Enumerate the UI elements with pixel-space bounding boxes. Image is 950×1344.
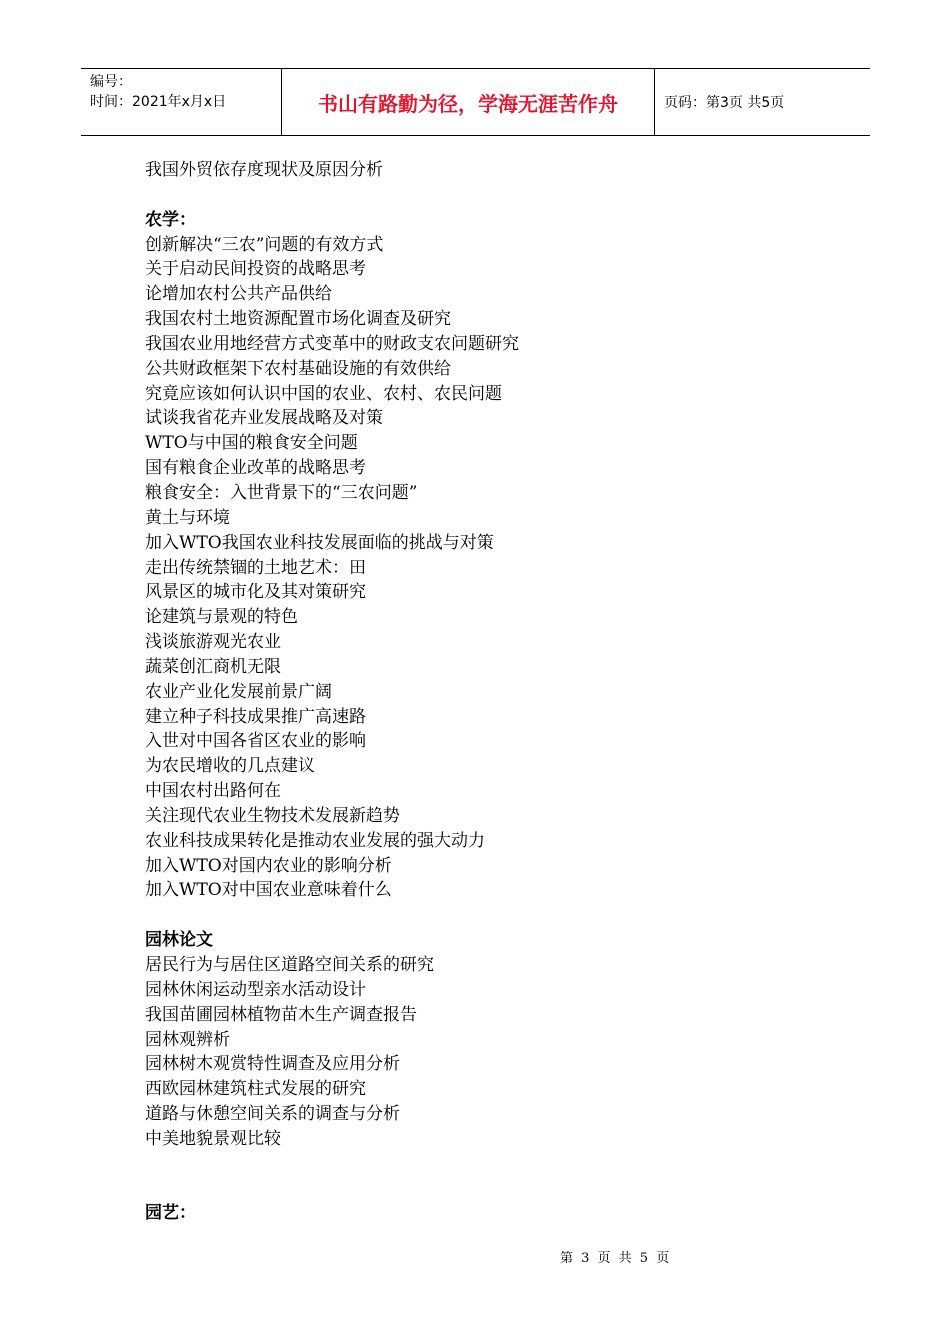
intro-line: 我国外贸依存度现状及原因分析 bbox=[145, 160, 383, 180]
list-item: 浅谈旅游观光农业 bbox=[145, 632, 281, 653]
list-item: 园林树木观赏特性调查及应用分析 bbox=[145, 1054, 400, 1075]
spacer bbox=[145, 1152, 865, 1202]
list-item: 蔬菜创汇商机无限 bbox=[145, 656, 281, 677]
page-info: 页码：第3页 共5页 bbox=[664, 95, 785, 111]
list-item: 为农民增收的几点建议 bbox=[145, 756, 315, 777]
list-item: 关于启动民间投资的战略思考 bbox=[145, 259, 366, 280]
section-heading-agronomy: 农学： bbox=[145, 209, 196, 230]
header-meta bbox=[81, 69, 282, 135]
list-item: 道路与休憩空间关系的调查与分析 bbox=[145, 1104, 400, 1125]
page-footer: 第 3 页 共 5 页 bbox=[560, 1251, 670, 1266]
list-item: 加入WTO我国农业科技发展面临的挑战与对策 bbox=[145, 532, 494, 553]
list-item: 黄土与环境 bbox=[145, 507, 230, 528]
list-item: 走出传统禁锢的土地艺术：田 bbox=[145, 557, 366, 578]
list-item: 我国农业用地经营方式变革中的财政支农问题研究 bbox=[145, 333, 519, 354]
list-item: 我国苗圃园林植物苗木生产调查报告 bbox=[145, 1004, 417, 1025]
list-item: 加入WTO对国内农业的影响分析 bbox=[145, 855, 392, 876]
list-item: 居民行为与居住区道路空间关系的研究 bbox=[145, 955, 434, 975]
list-item: 农业产业化发展前景广阔 bbox=[145, 681, 332, 702]
list-item: 关注现代农业生物技术发展新趋势 bbox=[145, 805, 400, 826]
list-item: 论建筑与景观的特色 bbox=[145, 607, 298, 628]
section-heading-horticulture: 园艺： bbox=[145, 1203, 196, 1224]
list-item: 究竟应该如何认识中国的农业、农村、农民问题 bbox=[145, 383, 502, 404]
spacer bbox=[145, 183, 865, 208]
number-label: 编号： bbox=[90, 74, 132, 90]
list-item: 风景区的城市化及其对策研究 bbox=[145, 582, 366, 603]
motto: 书山有路勤为径，学海无涯苦作舟 bbox=[318, 91, 618, 116]
list-item: 我国农村土地资源配置市场化调查及研究 bbox=[145, 309, 451, 330]
list-item: 入世对中国各省区农业的影响 bbox=[145, 731, 366, 752]
list-item: WTO与中国的粮食安全问题 bbox=[145, 433, 358, 454]
section-list-landscape bbox=[145, 953, 865, 1152]
list-item: 园林观辨析 bbox=[145, 1029, 230, 1050]
header-page-info-cell bbox=[655, 69, 870, 135]
list-item: 中美地貌景观比较 bbox=[145, 1128, 281, 1149]
list-item: 论增加农村公共产品供给 bbox=[145, 284, 332, 305]
list-item: 试谈我省花卉业发展战略及对策 bbox=[145, 408, 383, 429]
list-item: 公共财政框架下农村基础设施的有效供给 bbox=[145, 358, 451, 379]
time-label: 时间：2021年x月x日 bbox=[90, 94, 227, 110]
page-header bbox=[81, 68, 870, 136]
header-motto-cell bbox=[282, 69, 655, 135]
list-item: 西欧园林建筑柱式发展的研究 bbox=[145, 1079, 366, 1100]
list-item: 园林休闲运动型亲水活动设计 bbox=[145, 979, 366, 1000]
list-item: 农业科技成果转化是推动农业发展的强大动力 bbox=[145, 830, 485, 851]
spacer bbox=[145, 903, 865, 928]
list-item: 创新解决“三农”问题的有效方式 bbox=[145, 234, 384, 255]
list-item: 中国农村出路何在 bbox=[145, 781, 281, 802]
list-item: 加入WTO对中国农业意味着什么 bbox=[145, 880, 392, 901]
document-body bbox=[145, 158, 865, 1226]
list-item: 建立种子科技成果推广高速路 bbox=[145, 706, 366, 727]
section-list-agronomy bbox=[145, 233, 865, 904]
list-item: 国有粮食企业改革的战略思考 bbox=[145, 458, 366, 479]
section-heading-landscape: 园林论文 bbox=[145, 930, 213, 951]
list-item: 粮食安全：入世背景下的“三农问题” bbox=[145, 482, 418, 503]
